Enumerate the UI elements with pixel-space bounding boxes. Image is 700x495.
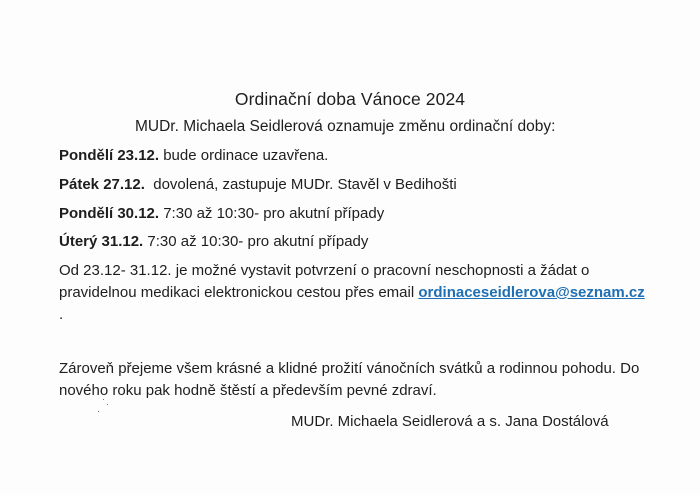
schedule-line-1 (59, 147, 328, 164)
info-text: Od 23.12- 31.12. je možné vystavit potvrzení o pracovní neschopnosti a žádat o pravidelnou medikaci elektronickou cestou přes email (59, 262, 590, 301)
schedule-text-4: 7:30 až 10:30- pro akutní případy (143, 233, 369, 250)
scan-speck (98, 411, 99, 412)
info-end: . (59, 306, 64, 323)
schedule-line-2 (59, 176, 457, 193)
schedule-day-2: Pátek 27.12. (59, 176, 145, 193)
notice-title: Ordinační doba Vánoce 2024 (234, 89, 466, 109)
schedule-day-1: Pondělí 23.12. (59, 147, 160, 164)
schedule-day-4: Úterý 31.12. (59, 233, 144, 250)
email-link[interactable]: ordinaceseidlerova@seznam.cz (418, 284, 645, 301)
schedule-text-1: bude ordinace uzavřena. (159, 147, 329, 164)
wishes-paragraph: Zároveň přejeme všem krásné a klidné prožití vánočních svátků a rodinnou pohodu. Do nového roku pak hodně štěstí a především pevné zdraví. (59, 360, 640, 399)
notice-subtitle: MUDr. Michaela Seidlerová oznamuje změnu ordinační doby: (135, 118, 556, 135)
info-paragraph (59, 260, 649, 326)
scan-speck (103, 399, 104, 400)
schedule-day-3: Pondělí 30.12. (59, 205, 160, 222)
scan-speck (107, 404, 108, 405)
signature: MUDr. Michaela Seidlerová a s. Jana Dostálová (291, 413, 609, 430)
schedule-line-3 (59, 205, 384, 222)
schedule-text-2: dovolená, zastupuje MUDr. Stavěl v Bedihošti (144, 176, 457, 193)
schedule-text-3: 7:30 až 10:30- pro akutní případy (159, 205, 385, 222)
schedule-line-4 (59, 233, 368, 250)
